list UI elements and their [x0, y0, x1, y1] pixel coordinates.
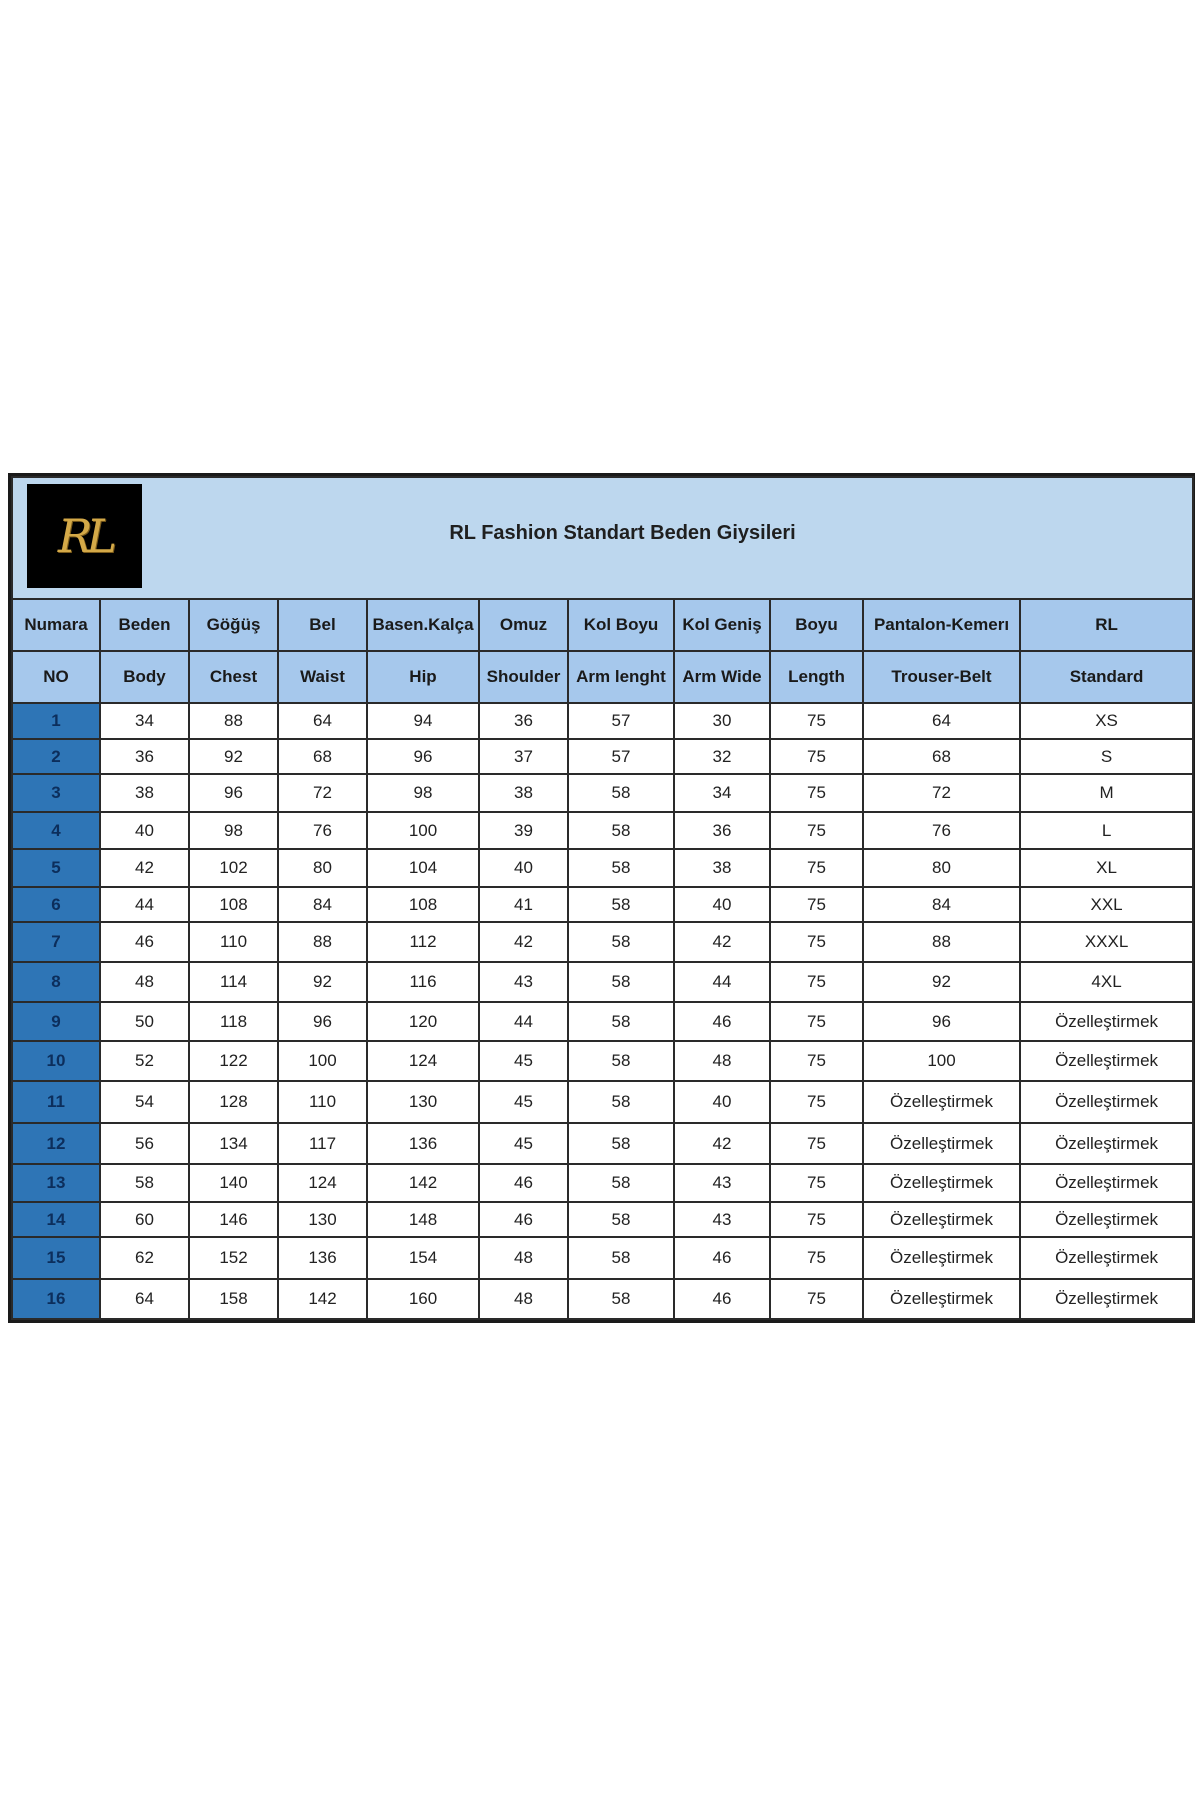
- column-header: Omuz: [479, 599, 568, 651]
- table-cell: 88: [278, 922, 367, 962]
- table-cell: 108: [189, 887, 278, 922]
- table-cell: 40: [479, 849, 568, 887]
- row-number-cell: 15: [12, 1237, 100, 1279]
- column-header: Body: [100, 651, 189, 703]
- table-row: [12, 703, 1193, 738]
- table-cell: 84: [278, 887, 367, 922]
- table-cell: 142: [278, 1279, 367, 1319]
- table-cell: 38: [479, 774, 568, 812]
- table-cell: Özelleştirmek: [1020, 1279, 1193, 1319]
- table-cell: 46: [674, 1237, 770, 1279]
- table-cell: 96: [278, 1002, 367, 1042]
- table-cell: 42: [100, 849, 189, 887]
- table-cell: 58: [568, 1123, 674, 1165]
- table-cell: 98: [189, 812, 278, 850]
- column-header: Hip: [367, 651, 479, 703]
- table-row: [12, 812, 1193, 850]
- row-number-cell: 3: [12, 774, 100, 812]
- size-chart-table: [11, 476, 1194, 1320]
- table-cell: 64: [863, 703, 1020, 738]
- table-cell: XXL: [1020, 887, 1193, 922]
- table-cell: 100: [278, 1041, 367, 1081]
- table-cell: 152: [189, 1237, 278, 1279]
- row-number-cell: 4: [12, 812, 100, 850]
- table-cell: Özelleştirmek: [863, 1279, 1020, 1319]
- table-row: [12, 1002, 1193, 1042]
- table-cell: 75: [770, 887, 863, 922]
- table-cell: 45: [479, 1123, 568, 1165]
- table-row: [12, 1041, 1193, 1081]
- column-header: Standard: [1020, 651, 1193, 703]
- table-cell: 75: [770, 703, 863, 738]
- table-row: [12, 887, 1193, 922]
- table-cell: Özelleştirmek: [1020, 1164, 1193, 1202]
- logo-text: RL: [57, 509, 112, 563]
- table-cell: 114: [189, 962, 278, 1002]
- table-cell: 37: [479, 739, 568, 774]
- table-cell: 146: [189, 1202, 278, 1237]
- table-cell: 110: [278, 1081, 367, 1123]
- table-cell: Özelleştirmek: [863, 1202, 1020, 1237]
- table-cell: 57: [568, 703, 674, 738]
- table-cell: 36: [674, 812, 770, 850]
- table-cell: 44: [479, 1002, 568, 1042]
- table-cell: 142: [367, 1164, 479, 1202]
- table-cell: 43: [479, 962, 568, 1002]
- table-cell: 52: [100, 1041, 189, 1081]
- table-cell: 46: [674, 1002, 770, 1042]
- row-number-cell: 12: [12, 1123, 100, 1165]
- table-cell: 57: [568, 739, 674, 774]
- table-cell: 117: [278, 1123, 367, 1165]
- table-cell: 58: [568, 1002, 674, 1042]
- table-cell: 34: [100, 703, 189, 738]
- table-cell: XS: [1020, 703, 1193, 738]
- table-cell: XXXL: [1020, 922, 1193, 962]
- table-cell: 75: [770, 1279, 863, 1319]
- table-cell: 41: [479, 887, 568, 922]
- size-chart-sheet: [8, 473, 1195, 1323]
- column-header: NO: [12, 651, 100, 703]
- table-cell: 58: [568, 1041, 674, 1081]
- table-cell: XL: [1020, 849, 1193, 887]
- table-cell: 148: [367, 1202, 479, 1237]
- table-cell: 75: [770, 962, 863, 1002]
- table-cell: 140: [189, 1164, 278, 1202]
- table-row: [12, 962, 1193, 1002]
- column-header: Trouser-Belt: [863, 651, 1020, 703]
- row-number-cell: 14: [12, 1202, 100, 1237]
- table-row: [12, 739, 1193, 774]
- table-row: [12, 849, 1193, 887]
- table-cell: 124: [367, 1041, 479, 1081]
- column-header: Waist: [278, 651, 367, 703]
- table-cell: 36: [479, 703, 568, 738]
- table-cell: 30: [674, 703, 770, 738]
- table-cell: 36: [100, 739, 189, 774]
- table-cell: 58: [568, 1237, 674, 1279]
- table-cell: 58: [568, 774, 674, 812]
- table-cell: 4XL: [1020, 962, 1193, 1002]
- table-cell: 42: [479, 922, 568, 962]
- table-cell: 44: [674, 962, 770, 1002]
- table-cell: 75: [770, 1164, 863, 1202]
- table-cell: 32: [674, 739, 770, 774]
- column-header: RL: [1020, 599, 1193, 651]
- column-header: Length: [770, 651, 863, 703]
- table-cell: 56: [100, 1123, 189, 1165]
- table-cell: 158: [189, 1279, 278, 1319]
- row-number-cell: 9: [12, 1002, 100, 1042]
- table-cell: 154: [367, 1237, 479, 1279]
- row-number-cell: 8: [12, 962, 100, 1002]
- table-cell: 40: [674, 887, 770, 922]
- column-header: Chest: [189, 651, 278, 703]
- table-cell: 116: [367, 962, 479, 1002]
- table-cell: 75: [770, 1237, 863, 1279]
- table-cell: Özelleştirmek: [1020, 1041, 1193, 1081]
- table-cell: 130: [367, 1081, 479, 1123]
- table-cell: 130: [278, 1202, 367, 1237]
- table-cell: L: [1020, 812, 1193, 850]
- table-cell: 88: [189, 703, 278, 738]
- row-number-cell: 7: [12, 922, 100, 962]
- table-cell: 76: [863, 812, 1020, 850]
- table-cell: 42: [674, 1123, 770, 1165]
- table-cell: 75: [770, 1123, 863, 1165]
- table-cell: 46: [100, 922, 189, 962]
- row-number-cell: 13: [12, 1164, 100, 1202]
- table-cell: 84: [863, 887, 1020, 922]
- table-cell: 88: [863, 922, 1020, 962]
- banner-row: [12, 477, 1193, 599]
- table-cell: 48: [100, 962, 189, 1002]
- table-cell: 62: [100, 1237, 189, 1279]
- table-cell: 38: [674, 849, 770, 887]
- table-cell: 68: [278, 739, 367, 774]
- table-cell: 40: [674, 1081, 770, 1123]
- table-cell: 48: [674, 1041, 770, 1081]
- table-cell: 58: [568, 1081, 674, 1123]
- table-cell: 58: [568, 1164, 674, 1202]
- table-cell: 34: [674, 774, 770, 812]
- table-row: [12, 1123, 1193, 1165]
- table-cell: 60: [100, 1202, 189, 1237]
- table-row: [12, 774, 1193, 812]
- table-cell: 96: [189, 774, 278, 812]
- table-cell: 120: [367, 1002, 479, 1042]
- table-cell: 46: [674, 1279, 770, 1319]
- column-header: Bel: [278, 599, 367, 651]
- table-cell: 48: [479, 1279, 568, 1319]
- column-header: Göğüş: [189, 599, 278, 651]
- table-cell: 40: [100, 812, 189, 850]
- table-cell: 96: [863, 1002, 1020, 1042]
- table-row: [12, 1237, 1193, 1279]
- table-cell: Özelleştirmek: [863, 1123, 1020, 1165]
- column-header: Basen.Kalça: [367, 599, 479, 651]
- table-cell: 118: [189, 1002, 278, 1042]
- table-row: [12, 1279, 1193, 1319]
- banner-cell: [12, 477, 1193, 599]
- table-row: [12, 1164, 1193, 1202]
- table-cell: 75: [770, 922, 863, 962]
- table-cell: 75: [770, 739, 863, 774]
- table-cell: Özelleştirmek: [1020, 1002, 1193, 1042]
- table-cell: 110: [189, 922, 278, 962]
- table-cell: 44: [100, 887, 189, 922]
- table-cell: 68: [863, 739, 1020, 774]
- table-cell: 80: [278, 849, 367, 887]
- table-cell: 50: [100, 1002, 189, 1042]
- table-cell: 96: [367, 739, 479, 774]
- row-number-cell: 10: [12, 1041, 100, 1081]
- table-cell: Özelleştirmek: [1020, 1202, 1193, 1237]
- table-cell: 104: [367, 849, 479, 887]
- table-cell: 75: [770, 1202, 863, 1237]
- header-row-english: [12, 651, 1193, 703]
- table-cell: 98: [367, 774, 479, 812]
- table-cell: 58: [568, 849, 674, 887]
- page-title: RL Fashion Standart Beden Giysileri: [449, 522, 796, 544]
- table-row: [12, 1202, 1193, 1237]
- table-cell: 43: [674, 1202, 770, 1237]
- table-cell: 46: [479, 1164, 568, 1202]
- table-cell: 58: [568, 812, 674, 850]
- column-header: Numara: [12, 599, 100, 651]
- column-header: Arm Wide: [674, 651, 770, 703]
- table-row: [12, 1081, 1193, 1123]
- table-cell: 92: [863, 962, 1020, 1002]
- table-cell: 92: [278, 962, 367, 1002]
- table-cell: 58: [568, 887, 674, 922]
- table-cell: 72: [863, 774, 1020, 812]
- header-row-turkish: [12, 599, 1193, 651]
- table-cell: 122: [189, 1041, 278, 1081]
- table-cell: 45: [479, 1041, 568, 1081]
- table-cell: 58: [100, 1164, 189, 1202]
- table-cell: 94: [367, 703, 479, 738]
- table-cell: 102: [189, 849, 278, 887]
- table-cell: 42: [674, 922, 770, 962]
- column-header: Pantalon-Kemerı: [863, 599, 1020, 651]
- table-cell: 58: [568, 922, 674, 962]
- table-cell: 75: [770, 1002, 863, 1042]
- table-cell: Özelleştirmek: [1020, 1123, 1193, 1165]
- table-cell: 128: [189, 1081, 278, 1123]
- table-cell: 100: [367, 812, 479, 850]
- table-cell: 75: [770, 812, 863, 850]
- table-cell: 48: [479, 1237, 568, 1279]
- column-header: Boyu: [770, 599, 863, 651]
- table-cell: 100: [863, 1041, 1020, 1081]
- table-cell: 108: [367, 887, 479, 922]
- table-cell: 43: [674, 1164, 770, 1202]
- table-cell: 75: [770, 849, 863, 887]
- row-number-cell: 11: [12, 1081, 100, 1123]
- table-cell: 160: [367, 1279, 479, 1319]
- column-header: Arm lenght: [568, 651, 674, 703]
- row-number-cell: 2: [12, 739, 100, 774]
- column-header: Kol Boyu: [568, 599, 674, 651]
- table-cell: 75: [770, 774, 863, 812]
- table-cell: Özelleştirmek: [1020, 1237, 1193, 1279]
- table-cell: 64: [100, 1279, 189, 1319]
- table-cell: Özelleştirmek: [863, 1164, 1020, 1202]
- column-header: Shoulder: [479, 651, 568, 703]
- table-cell: 76: [278, 812, 367, 850]
- table-cell: 80: [863, 849, 1020, 887]
- row-number-cell: 1: [12, 703, 100, 738]
- table-cell: Özelleştirmek: [1020, 1081, 1193, 1123]
- table-cell: 92: [189, 739, 278, 774]
- row-number-cell: 6: [12, 887, 100, 922]
- table-cell: 134: [189, 1123, 278, 1165]
- table-cell: 58: [568, 1202, 674, 1237]
- table-cell: Özelleştirmek: [863, 1081, 1020, 1123]
- table-row: [12, 922, 1193, 962]
- table-cell: 112: [367, 922, 479, 962]
- table-cell: 72: [278, 774, 367, 812]
- table-cell: M: [1020, 774, 1193, 812]
- table-cell: 136: [367, 1123, 479, 1165]
- row-number-cell: 16: [12, 1279, 100, 1319]
- table-cell: S: [1020, 739, 1193, 774]
- column-header: Kol Geniş: [674, 599, 770, 651]
- table-cell: 58: [568, 1279, 674, 1319]
- table-cell: 54: [100, 1081, 189, 1123]
- table-cell: 75: [770, 1041, 863, 1081]
- table-cell: 58: [568, 962, 674, 1002]
- table-cell: 46: [479, 1202, 568, 1237]
- table-cell: 136: [278, 1237, 367, 1279]
- table-cell: 64: [278, 703, 367, 738]
- table-cell: Özelleştirmek: [863, 1237, 1020, 1279]
- table-cell: 38: [100, 774, 189, 812]
- row-number-cell: 5: [12, 849, 100, 887]
- column-header: Beden: [100, 599, 189, 651]
- table-cell: 39: [479, 812, 568, 850]
- table-cell: 45: [479, 1081, 568, 1123]
- table-cell: 124: [278, 1164, 367, 1202]
- table-cell: 75: [770, 1081, 863, 1123]
